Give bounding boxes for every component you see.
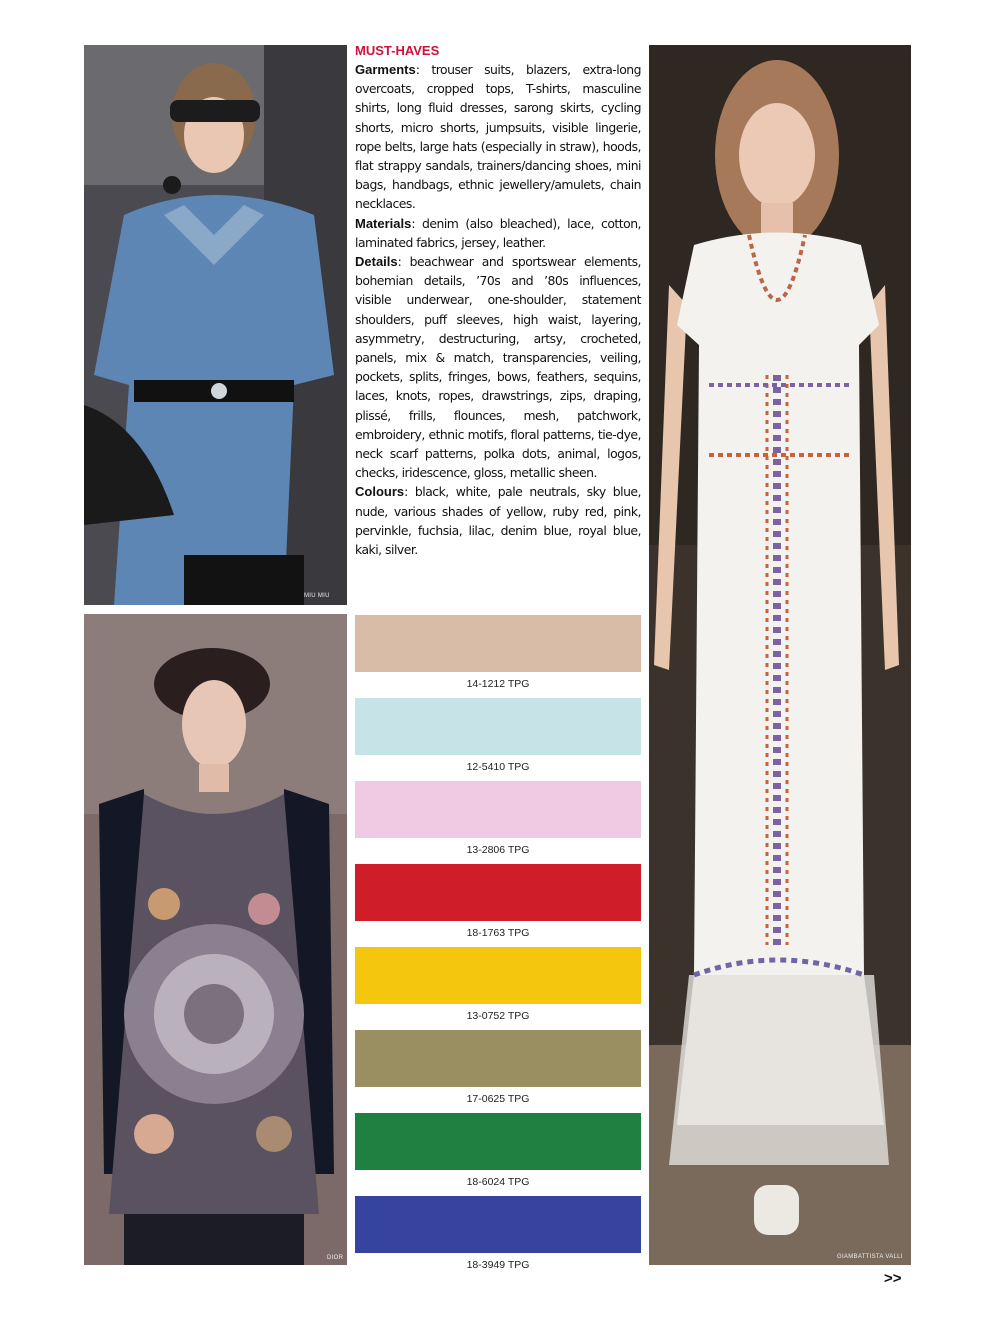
swatch-chip <box>355 615 641 672</box>
colour-swatch <box>355 947 641 1030</box>
colour-swatch <box>355 1030 641 1113</box>
colour-swatch <box>355 864 641 947</box>
colour-swatch <box>355 615 641 698</box>
photo-white-gown <box>649 45 911 1265</box>
details-paragraph <box>355 252 641 482</box>
must-haves-text <box>355 42 641 559</box>
colour-swatch <box>355 1196 641 1279</box>
colours-text: : black, white, pale neutrals, sky blue, nude, various shades of yellow, ruby red, pink, pervinkle, fuchsia, lilac, denim blue, royal blue, kaki, silver. <box>355 484 641 558</box>
photo-denim-dress <box>84 45 347 605</box>
swatch-chip <box>355 1030 641 1087</box>
section-heading: MUST-HAVES <box>355 43 440 58</box>
photo-credit: GIAMBATTISTA VALLI <box>837 1254 903 1260</box>
swatch-chip <box>355 1113 641 1170</box>
materials-paragraph <box>355 214 641 252</box>
photo-printed-dress <box>84 614 347 1265</box>
swatch-chip <box>355 947 641 1004</box>
colours-paragraph <box>355 482 641 559</box>
colour-swatches <box>355 615 641 1279</box>
garments-text: : trouser suits, blazers, extra-long overcoats, cropped tops, T-shirts, masculine shirts, long fluid dresses, sarong skirts, cycling shorts, micro shorts, jumpsuits, visible lingerie, rope belts, large hats (especially in straw), hoods, flat strappy sandals, trainers/dancing shoes, mini bags, handbags, ethnic jewellery/amulets, chain necklaces. <box>355 62 641 212</box>
swatch-code: 18-6024 TPG <box>466 1176 530 1188</box>
materials-text: : denim (also bleached), lace, cotton, laminated fabrics, jersey, leather. <box>355 215 641 250</box>
swatch-chip <box>355 698 641 755</box>
swatch-code: 17-0625 TPG <box>466 1093 530 1105</box>
colour-swatch <box>355 781 641 864</box>
details-label: Details <box>355 254 398 270</box>
colour-swatch <box>355 1113 641 1196</box>
swatch-code: 12-5410 TPG <box>466 761 530 773</box>
photo-credit: DIOR <box>327 1255 344 1261</box>
materials-label: Materials <box>355 215 412 231</box>
swatch-code: 14-1212 TPG <box>466 678 530 690</box>
details-text: : beachwear and sportswear elements, bohemian details, ’70s and ’80s influences, visible underwear, one-shoulder, statement shoulders, puff sleeves, high waist, layering, asymmetry, destructuring, artsy, crocheted, panels, mix & match, transparencies, veiling, pockets, splits, fringes, bows, feathers, sequins, laces, knots, ropes, drawstrings, zips, draping, plissé, frills, flounces, mesh, patchwork, embroidery, ethnic motifs, floral patterns, tie-dye, neck scarf patterns, polka dots, animal, logos, checks, iridescence, gloss, metallic sheen. <box>355 254 641 481</box>
swatch-code: 13-0752 TPG <box>466 1010 530 1022</box>
swatch-code: 13-2806 TPG <box>466 844 530 856</box>
swatch-chip <box>355 864 641 921</box>
colours-label: Colours <box>355 484 405 500</box>
swatch-code: 18-1763 TPG <box>466 927 530 939</box>
colour-swatch <box>355 698 641 781</box>
swatch-chip <box>355 1196 641 1253</box>
garments-paragraph <box>355 60 641 214</box>
swatch-chip <box>355 781 641 838</box>
photo-credit: MIU MIU <box>304 593 330 599</box>
swatch-code: 18-3949 TPG <box>466 1259 530 1271</box>
garments-label: Garments <box>355 62 416 77</box>
next-page-arrow[interactable]: >> <box>884 1270 902 1287</box>
